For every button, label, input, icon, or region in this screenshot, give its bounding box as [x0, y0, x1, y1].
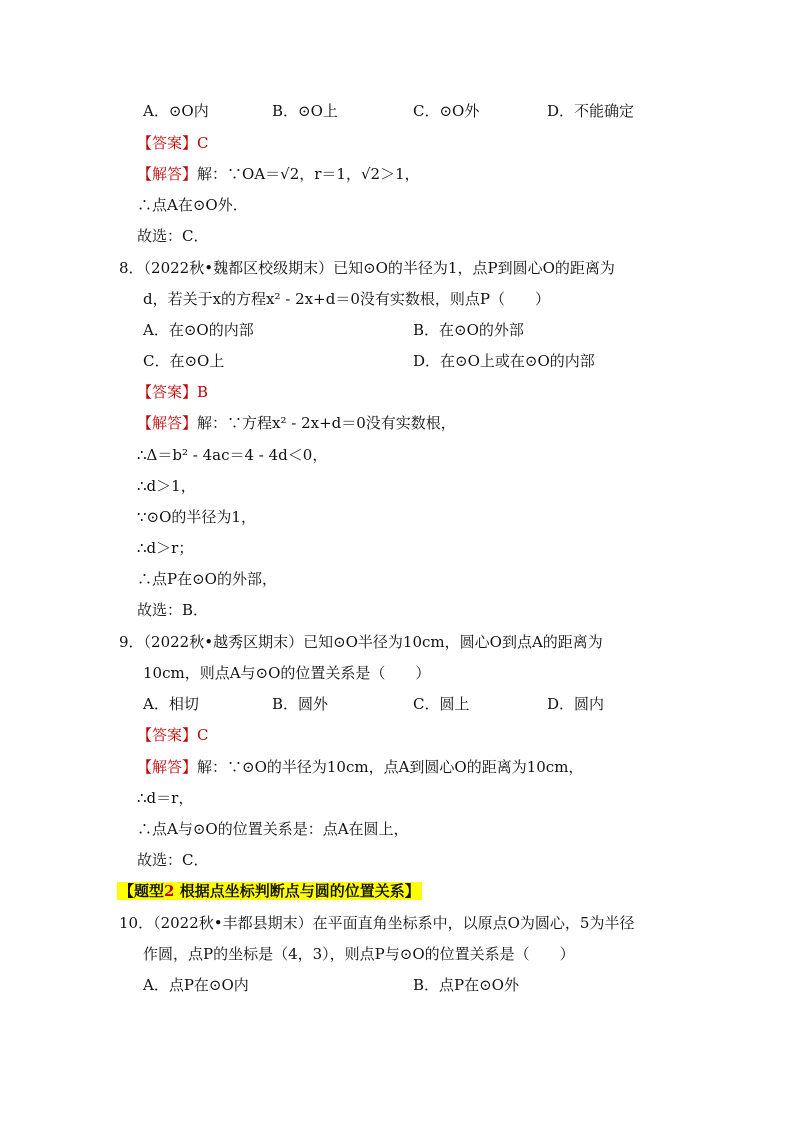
q9-solution-line-1 [137, 757, 583, 777]
q9-answer-line [137, 725, 209, 745]
answer-value: B [197, 383, 209, 401]
q7-option-a: A．⊙O内 [143, 102, 209, 120]
q9-solution-line-3: ∴点A与⊙O的位置关系是：点A在圆上， [137, 820, 409, 838]
q10-stem-line-1: 10．（2022秋•丰都县期末）在平面直角坐标系中，以原点O为圆心，5为半径 [119, 914, 635, 932]
q8-option-a: A．在⊙O的内部 [143, 321, 254, 339]
q8-option-d: D．在⊙O上或在⊙O的内部 [413, 352, 595, 370]
q8-stem-line-2: d，若关于x的方程x² - 2x+d＝0没有实数根，则点P（ ） [143, 290, 550, 308]
solution-text: 解：∵OA＝√2，r＝1，√2＞1， [197, 165, 420, 183]
q8-answer-line [137, 382, 208, 402]
answer-tag: 【答案】 [137, 134, 198, 152]
q8-option-b: B．在⊙O的外部 [413, 321, 524, 339]
solution-tag: 【解答】 [137, 414, 198, 432]
q9-solution-line-2: ∴d＝r， [137, 789, 194, 807]
q8-stem-line-1: 8．（2022秋•魏都区校级期末）已知⊙O的半径为1，点P到圆心O的距离为 [119, 259, 615, 277]
solution-tag: 【解答】 [137, 758, 198, 776]
q7-answer-line [137, 133, 209, 153]
q8-solution-line-7: 故选：B． [137, 601, 209, 619]
q8-solution-line-4: ∵⊙O的半径为1， [137, 508, 256, 526]
q9-solution-line-4: 故选：C． [137, 851, 209, 869]
q8-solution-line-6: ∴点P在⊙O的外部， [137, 570, 277, 588]
q8-option-c: C．在⊙O上 [143, 352, 225, 370]
answer-value: C [197, 134, 209, 152]
q10-stem-line-2: 作圆，点P的坐标是（4，3），则点P与⊙O的位置关系是（ ） [143, 945, 575, 963]
q8-solution-line-5: ∴d＞r； [137, 539, 194, 557]
q7-option-d: D．不能确定 [547, 102, 635, 120]
q9-option-a: A．相切 [143, 695, 199, 713]
section-heading-highlight [117, 882, 422, 900]
q9-stem-line-2: 10cm，则点A与⊙O的位置关系是（ ） [143, 664, 431, 682]
section-number: 2 [164, 882, 175, 900]
q9-option-b: B．圆外 [272, 695, 329, 713]
q9-option-d: D．圆内 [547, 695, 605, 713]
answer-tag: 【答案】 [137, 726, 198, 744]
q7-solution-line-1 [137, 164, 420, 184]
q7-solution-line-2: ∴点A在⊙O外． [137, 196, 248, 214]
q10-option-a: A．点P在⊙O内 [143, 976, 249, 994]
q10-option-b: B．点P在⊙O外 [413, 976, 519, 994]
solution-text: 解：∵方程x² - 2x+d＝0没有实数根， [197, 414, 456, 432]
section-prefix: 【题型 [119, 882, 165, 900]
answer-value: C [197, 726, 209, 744]
q7-solution-line-3: 故选：C． [137, 227, 209, 245]
q9-option-c: C．圆上 [413, 695, 470, 713]
solution-tag: 【解答】 [137, 165, 198, 183]
q8-solution-line-1 [137, 413, 456, 433]
q7-option-c: C．⊙O外 [413, 102, 480, 120]
q7-option-b: B．⊙O上 [272, 102, 338, 120]
section-heading [117, 881, 422, 901]
answer-tag: 【答案】 [137, 383, 198, 401]
solution-text: 解：∵⊙O的半径为10cm，点A到圆心O的距离为10cm， [197, 758, 584, 776]
section-title: 根据点坐标判断点与圆的位置关系】 [179, 882, 420, 900]
q9-stem-line-1: 9．（2022秋•越秀区期末）已知⊙O半径为10cm，圆心O到点A的距离为 [119, 633, 603, 651]
q8-solution-line-3: ∴d＞1， [137, 477, 196, 495]
q8-solution-line-2: ∴Δ＝b² - 4ac＝4 - 4d＜0， [137, 446, 328, 464]
